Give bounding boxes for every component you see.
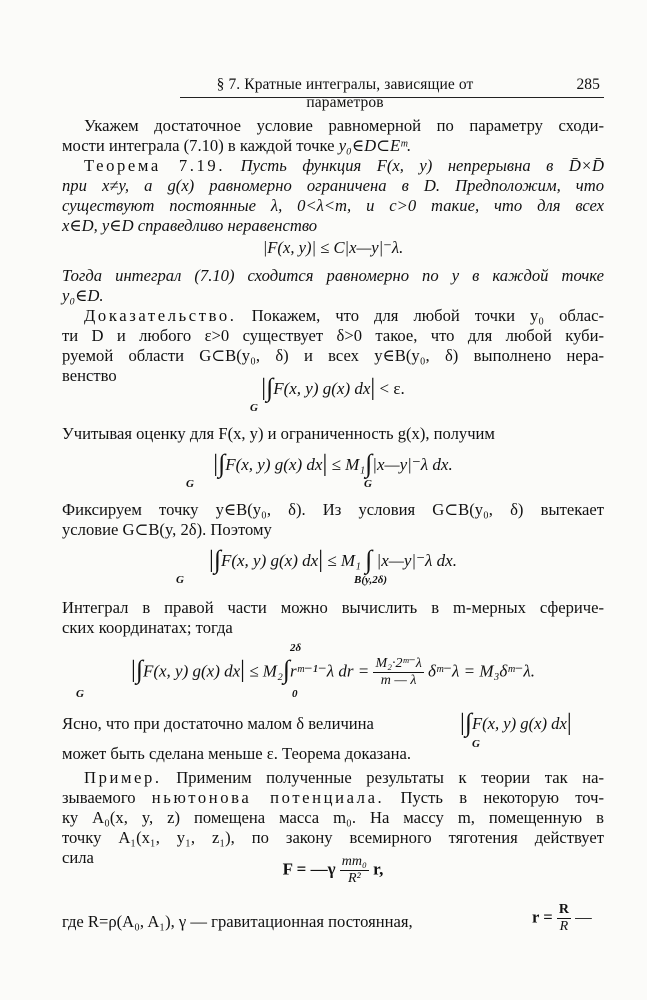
abs-bar: |: [213, 451, 219, 477]
example-line: ку A₀(x, y, z) помещена масса m₀. На массу m, помещенную в: [62, 808, 604, 827]
text-line: ских координатах; тогда: [62, 618, 233, 637]
integral-domain: G: [250, 402, 258, 414]
running-header: [62, 76, 604, 111]
theorem-text: Пусть функция F(x, y) непрерывна в D̄×D̄: [240, 156, 605, 175]
proof-text: Покажем, что для любой точки y₀ облас-: [251, 306, 604, 325]
abs-bar: |: [566, 710, 572, 736]
denominator: R²: [347, 871, 361, 886]
abs-bar: |: [131, 657, 136, 684]
lower-limit: 0: [292, 688, 298, 700]
trailing-dash: —: [575, 907, 592, 927]
example-line: [62, 768, 604, 788]
rhs: |x—y|⁻λ dx.: [376, 551, 457, 570]
theorem-line: y₀∈D.: [62, 286, 104, 305]
integrand: F(x, y) g(x) dx: [471, 714, 567, 733]
text-line: условие G⊂B(y, 2δ). Поэтому: [62, 520, 272, 539]
text-line: [62, 136, 604, 156]
theorem-line: [62, 156, 604, 176]
integrand: F(x, y) g(x) dx: [220, 551, 319, 570]
integral-sign: ∫: [218, 449, 226, 478]
integral-sign: ∫: [213, 545, 221, 574]
upper-limit: 2δ: [290, 642, 302, 654]
fraction: [373, 656, 423, 689]
text-line: Интеграл в правой части можно вычислить в m-мерных сфериче-: [62, 598, 604, 617]
text-span: Пусть в некоторую точ-: [400, 788, 604, 807]
integral-sign: ∫: [282, 655, 290, 685]
text-span: зываемого: [62, 788, 136, 807]
integral-sign: ∫: [365, 545, 373, 574]
integral-domain: G: [176, 574, 184, 586]
theorem-label: Теорема 7.19.: [84, 156, 226, 175]
integrand: F(x, y) g(x) dx: [142, 661, 241, 681]
numerator: mm₀: [341, 854, 367, 869]
force-rhs: r,: [373, 859, 384, 879]
proof-line: [62, 306, 604, 326]
example-text: Применим полученные результаты к теории так на-: [176, 768, 605, 787]
formula-3: [62, 538, 604, 590]
abs-bar: |: [318, 547, 323, 573]
theorem-line: Тогда интеграл (7.10) сходится равномерно по y в каждой точке: [62, 266, 604, 285]
abs-bar: |: [322, 451, 328, 477]
abs-bar: |: [261, 375, 267, 401]
radial-integrand: rᵐ⁻¹⁻λ dr =: [290, 661, 370, 681]
text-line: Фиксируем точку y∈B(y₀, δ). Из условия G⊂B(y₀, δ) вытекает: [62, 500, 604, 519]
example-line: сила: [62, 848, 94, 867]
integral-domain: G: [186, 478, 194, 490]
denominator: m — λ: [380, 673, 417, 688]
text-line: Учитывая оценку для F(x, y) и ограниченность g(x), получим: [62, 424, 495, 443]
header-title: § 7. Кратные интегралы, зависящие от параметров: [216, 76, 474, 111]
integral-domain: G: [472, 738, 480, 750]
text-span: мости интеграла (7.10) в каждой точке: [62, 136, 339, 155]
numerator: M₂·2ᵐ⁻λ: [375, 656, 422, 671]
abs-bar: |: [240, 657, 245, 684]
integral-sign: ∫: [365, 449, 373, 478]
unit-vector-formula: [532, 902, 592, 935]
inequality: |F(x, y)| ≤ C|x—y|⁻λ.: [262, 238, 404, 257]
abs-bar: |: [460, 710, 465, 736]
fraction: [340, 854, 369, 887]
example-line: [62, 788, 604, 808]
integral-sign: ∫: [135, 655, 143, 685]
proof-line: руемой области G⊂B(y₀, δ) и всех y∈B(y₀, δ) выполнено нера-: [62, 346, 604, 365]
fraction: [557, 902, 571, 935]
numerator: R: [558, 902, 569, 917]
text-line: может быть сделана меньше ε. Теорема доказана.: [62, 744, 411, 763]
middle: ≤ M₁: [331, 455, 366, 474]
middle: ≤ M₁: [327, 551, 361, 570]
math-inline: y₀∈D⊂Eᵐ.: [338, 136, 412, 155]
inline-formula: [460, 706, 572, 736]
formula-4: [62, 642, 604, 704]
book-page: [62, 0, 604, 1000]
tail: δᵐ⁻λ = M₃δᵐ⁻λ.: [428, 661, 535, 681]
formula-line: [62, 374, 604, 401]
formula-line: [62, 854, 604, 887]
middle: ≤ M₂: [249, 661, 283, 681]
integral-domain: G: [76, 688, 84, 700]
formula-line: [62, 546, 604, 573]
text-line: Укажем достаточное условие равномерной по параметру сходи-: [84, 116, 604, 135]
text-line: Ясно, что при достаточно малом δ величина: [62, 714, 374, 733]
header-rule: [180, 97, 604, 98]
proof-line: ти D и любого ε>0 существует δ>0 такое, что для любой куби-: [62, 326, 604, 345]
example-line: точку A₁(x₁, y₁, z₁), по закону всемирного тяготения действует: [62, 828, 604, 847]
proof-line: венство: [62, 366, 117, 385]
integrand: F(x, y) g(x) dx: [273, 379, 371, 398]
rhs: |x—y|⁻λ dx.: [372, 455, 453, 474]
example-label: Пример.: [84, 768, 162, 787]
formula-2: [62, 442, 604, 494]
denominator: R: [559, 919, 569, 934]
force-formula: [62, 850, 604, 894]
integral-sign: ∫: [266, 373, 274, 402]
theorem-line: x∈D, y∈D справедливо неравенство: [62, 216, 318, 235]
integrand: F(x, y) g(x) dx: [225, 455, 323, 474]
spaced-term: ньютонова потенциала.: [151, 788, 385, 807]
formula-1: [62, 366, 604, 418]
rhs: < ε.: [379, 379, 405, 398]
r-symbol: r =: [532, 907, 553, 927]
formula-line: [62, 656, 604, 689]
abs-bar: |: [370, 375, 376, 401]
force-lhs: F = —γ: [282, 859, 336, 879]
text-line: где R=ρ(A₀, A₁), γ — гравитационная постоянная,: [62, 912, 413, 931]
theorem-line: существуют постоянные λ, 0<λ<m, и c>0 такие, что для всех: [62, 196, 604, 215]
integral-domain: G: [364, 478, 372, 490]
formula-line: [62, 450, 604, 477]
integral-domain: B(y,2δ): [354, 574, 388, 586]
integral-sign: ∫: [464, 708, 472, 737]
page-number: 285: [576, 76, 600, 93]
abs-bar: |: [209, 547, 214, 573]
theorem-line: при x≠y, а g(x) равномерно ограничена в D. Предположим, что: [62, 176, 604, 195]
proof-label: Доказательство.: [84, 306, 237, 325]
